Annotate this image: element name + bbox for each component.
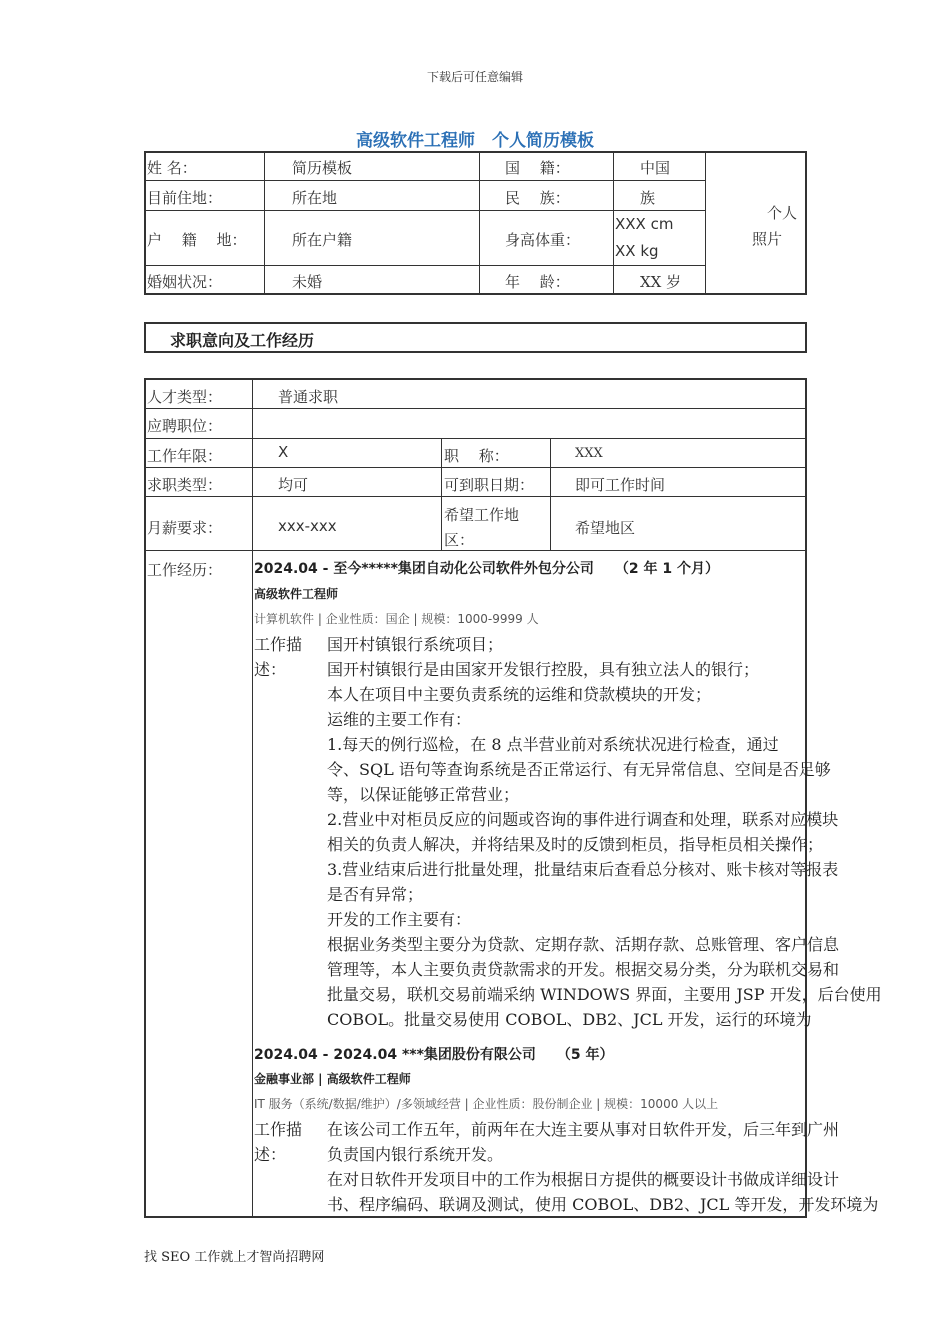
- desired-area-label-line2: 区：: [444, 531, 475, 549]
- job-title-value: XXX: [575, 446, 603, 461]
- job-desc-label-line1: 工作描: [254, 635, 303, 654]
- age-value: XX 岁: [640, 273, 682, 291]
- job-company-info: 计算机软件 | 企业性质：国企 | 规模：1000-9999 人: [254, 612, 539, 626]
- desc-line: COBOL。批量交易使用 COBOL、DB2、JCL 开发，运行的环境为: [327, 1010, 812, 1029]
- desc-line: 是否有异常；: [327, 885, 424, 904]
- desc-line: 国开村镇银行系统项目；: [327, 635, 504, 654]
- weight-value: XX kg: [615, 242, 659, 260]
- name-value: 简历模板: [292, 159, 353, 177]
- job-type-value: 均可: [278, 476, 309, 494]
- job-description: [327, 632, 882, 1032]
- salary-value: xxx-xxx: [278, 517, 337, 535]
- desc-line: 2.营业中对柜员反应的问题或咨询的事件进行调查和处理，联系对应模块: [327, 810, 839, 829]
- job-title-label: 职 称：: [444, 447, 509, 465]
- desc-line: 本人在项目中主要负责系统的运维和贷款模块的开发；: [327, 685, 712, 704]
- available-date-value: 即可工作时间: [575, 476, 666, 494]
- residence-label: 目前住地：: [147, 189, 223, 207]
- desc-line: 等，以保证能够正常营业；: [327, 785, 520, 804]
- desc-line: 管理等，本人主要负责贷款需求的开发。根据交易分类，分为联机交易和: [327, 960, 840, 979]
- desc-line: 负责国内银行系统开发。: [327, 1145, 504, 1164]
- desc-line: 在该公司工作五年，前两年在大连主要从事对日软件开发，后三年到广州: [327, 1120, 840, 1139]
- work-experience-label: 工作经历：: [147, 561, 223, 579]
- page-footer: 找 SEO 工作就上才智尚招聘网: [144, 1250, 325, 1265]
- page-header-note: 下载后可任意编辑: [426, 70, 523, 84]
- photo-label-line2: 照片: [752, 230, 783, 248]
- desc-line: 根据业务类型主要分为贷款、定期存款、活期存款、总账管理、客户信息: [327, 935, 840, 954]
- desc-line: 1.每天的例行巡检，在 8 点半营业前对系统状况进行检查，通过: [327, 735, 779, 754]
- job-heading: 2024.04 - 至今*****集团自动化公司软件外包分公司 （2 年 1 个月）: [254, 561, 720, 577]
- desc-line: 开发的工作主要有：: [327, 910, 472, 929]
- ethnicity-value: 族: [640, 189, 656, 207]
- desc-line: 国开村镇银行是由国家开发银行控股，具有独立法人的银行；: [327, 660, 760, 679]
- salary-label: 月薪要求：: [147, 519, 223, 537]
- desired-area-label-line1: 希望工作地: [444, 506, 520, 524]
- section-title: 求职意向及工作经历: [170, 331, 315, 350]
- job-type-label: 求职类型：: [147, 476, 223, 494]
- job-desc-label-line2: 述：: [254, 1145, 287, 1164]
- desc-line: 运维的主要工作有：: [327, 710, 472, 729]
- desc-line: 令、SQL 语句等查询系统是否正常运行、有无异常信息、空间是否足够: [327, 760, 831, 779]
- marital-label: 婚姻状况：: [147, 273, 223, 291]
- job-heading: 2024.04 - 2024.04 ***集团股份有限公司 （5 年）: [254, 1047, 614, 1063]
- desc-line: 批量交易，联机交易前端采纳 WINDOWS 界面，主要用 JSP 开发，后台使用: [327, 985, 882, 1004]
- work-years-value: X: [278, 443, 289, 461]
- hukou-label: 户 籍 地：: [147, 231, 247, 249]
- desc-line: 书、程序编码、联调及测试，使用 COBOL、DB2、JCL 等开发，开发环境为: [327, 1195, 879, 1214]
- height-value: XXX cm: [615, 215, 674, 233]
- section-heading: [144, 322, 807, 353]
- job-role: 高级软件工程师: [254, 587, 339, 601]
- desc-line: 在对日软件开发项目中的工作为根据日方提供的概要设计书做成详细设计: [327, 1170, 840, 1189]
- photo-label-line1: 个人: [767, 204, 798, 222]
- work-years-label: 工作年限：: [147, 447, 223, 465]
- available-date-label: 可到职日期：: [444, 476, 535, 494]
- desc-line: 相关的负责人解决，并将结果及时的反馈到柜员，指导柜员相关操作；: [327, 835, 824, 854]
- position-label: 应聘职位：: [147, 417, 223, 435]
- name-label: 姓 名：: [147, 159, 197, 177]
- ethnicity-label: 民 族：: [505, 189, 570, 207]
- nationality-value: 中国: [640, 159, 671, 177]
- age-label: 年 龄：: [505, 273, 570, 291]
- marital-value: 未婚: [292, 273, 323, 291]
- desc-line: 3.营业结束后进行批量处理，批量结束后查看总分核对、账卡核对等报表: [327, 860, 839, 879]
- resume-title: 高级软件工程师 个人简历模板: [356, 131, 594, 151]
- job-company-info: IT 服务（系统/数据/维护）/多领域经营 | 企业性质：股份制企业 | 规模：10000 人以上: [254, 1097, 719, 1111]
- talent-type-label: 人才类型：: [147, 388, 223, 406]
- desired-area-value: 希望地区: [575, 519, 636, 537]
- job-role: 金融事业部 | 高级软件工程师: [254, 1072, 411, 1086]
- talent-type-value: 普通求职: [278, 388, 339, 406]
- nationality-label: 国 籍：: [505, 159, 570, 177]
- job-desc-label-line2: 述：: [254, 660, 287, 679]
- job-desc-label-line1: 工作描: [254, 1120, 303, 1139]
- height-weight-label: 身高体重：: [505, 231, 581, 249]
- job-description: [327, 1117, 878, 1217]
- residence-value: 所在地: [292, 189, 338, 207]
- hukou-value: 所在户籍: [292, 231, 353, 249]
